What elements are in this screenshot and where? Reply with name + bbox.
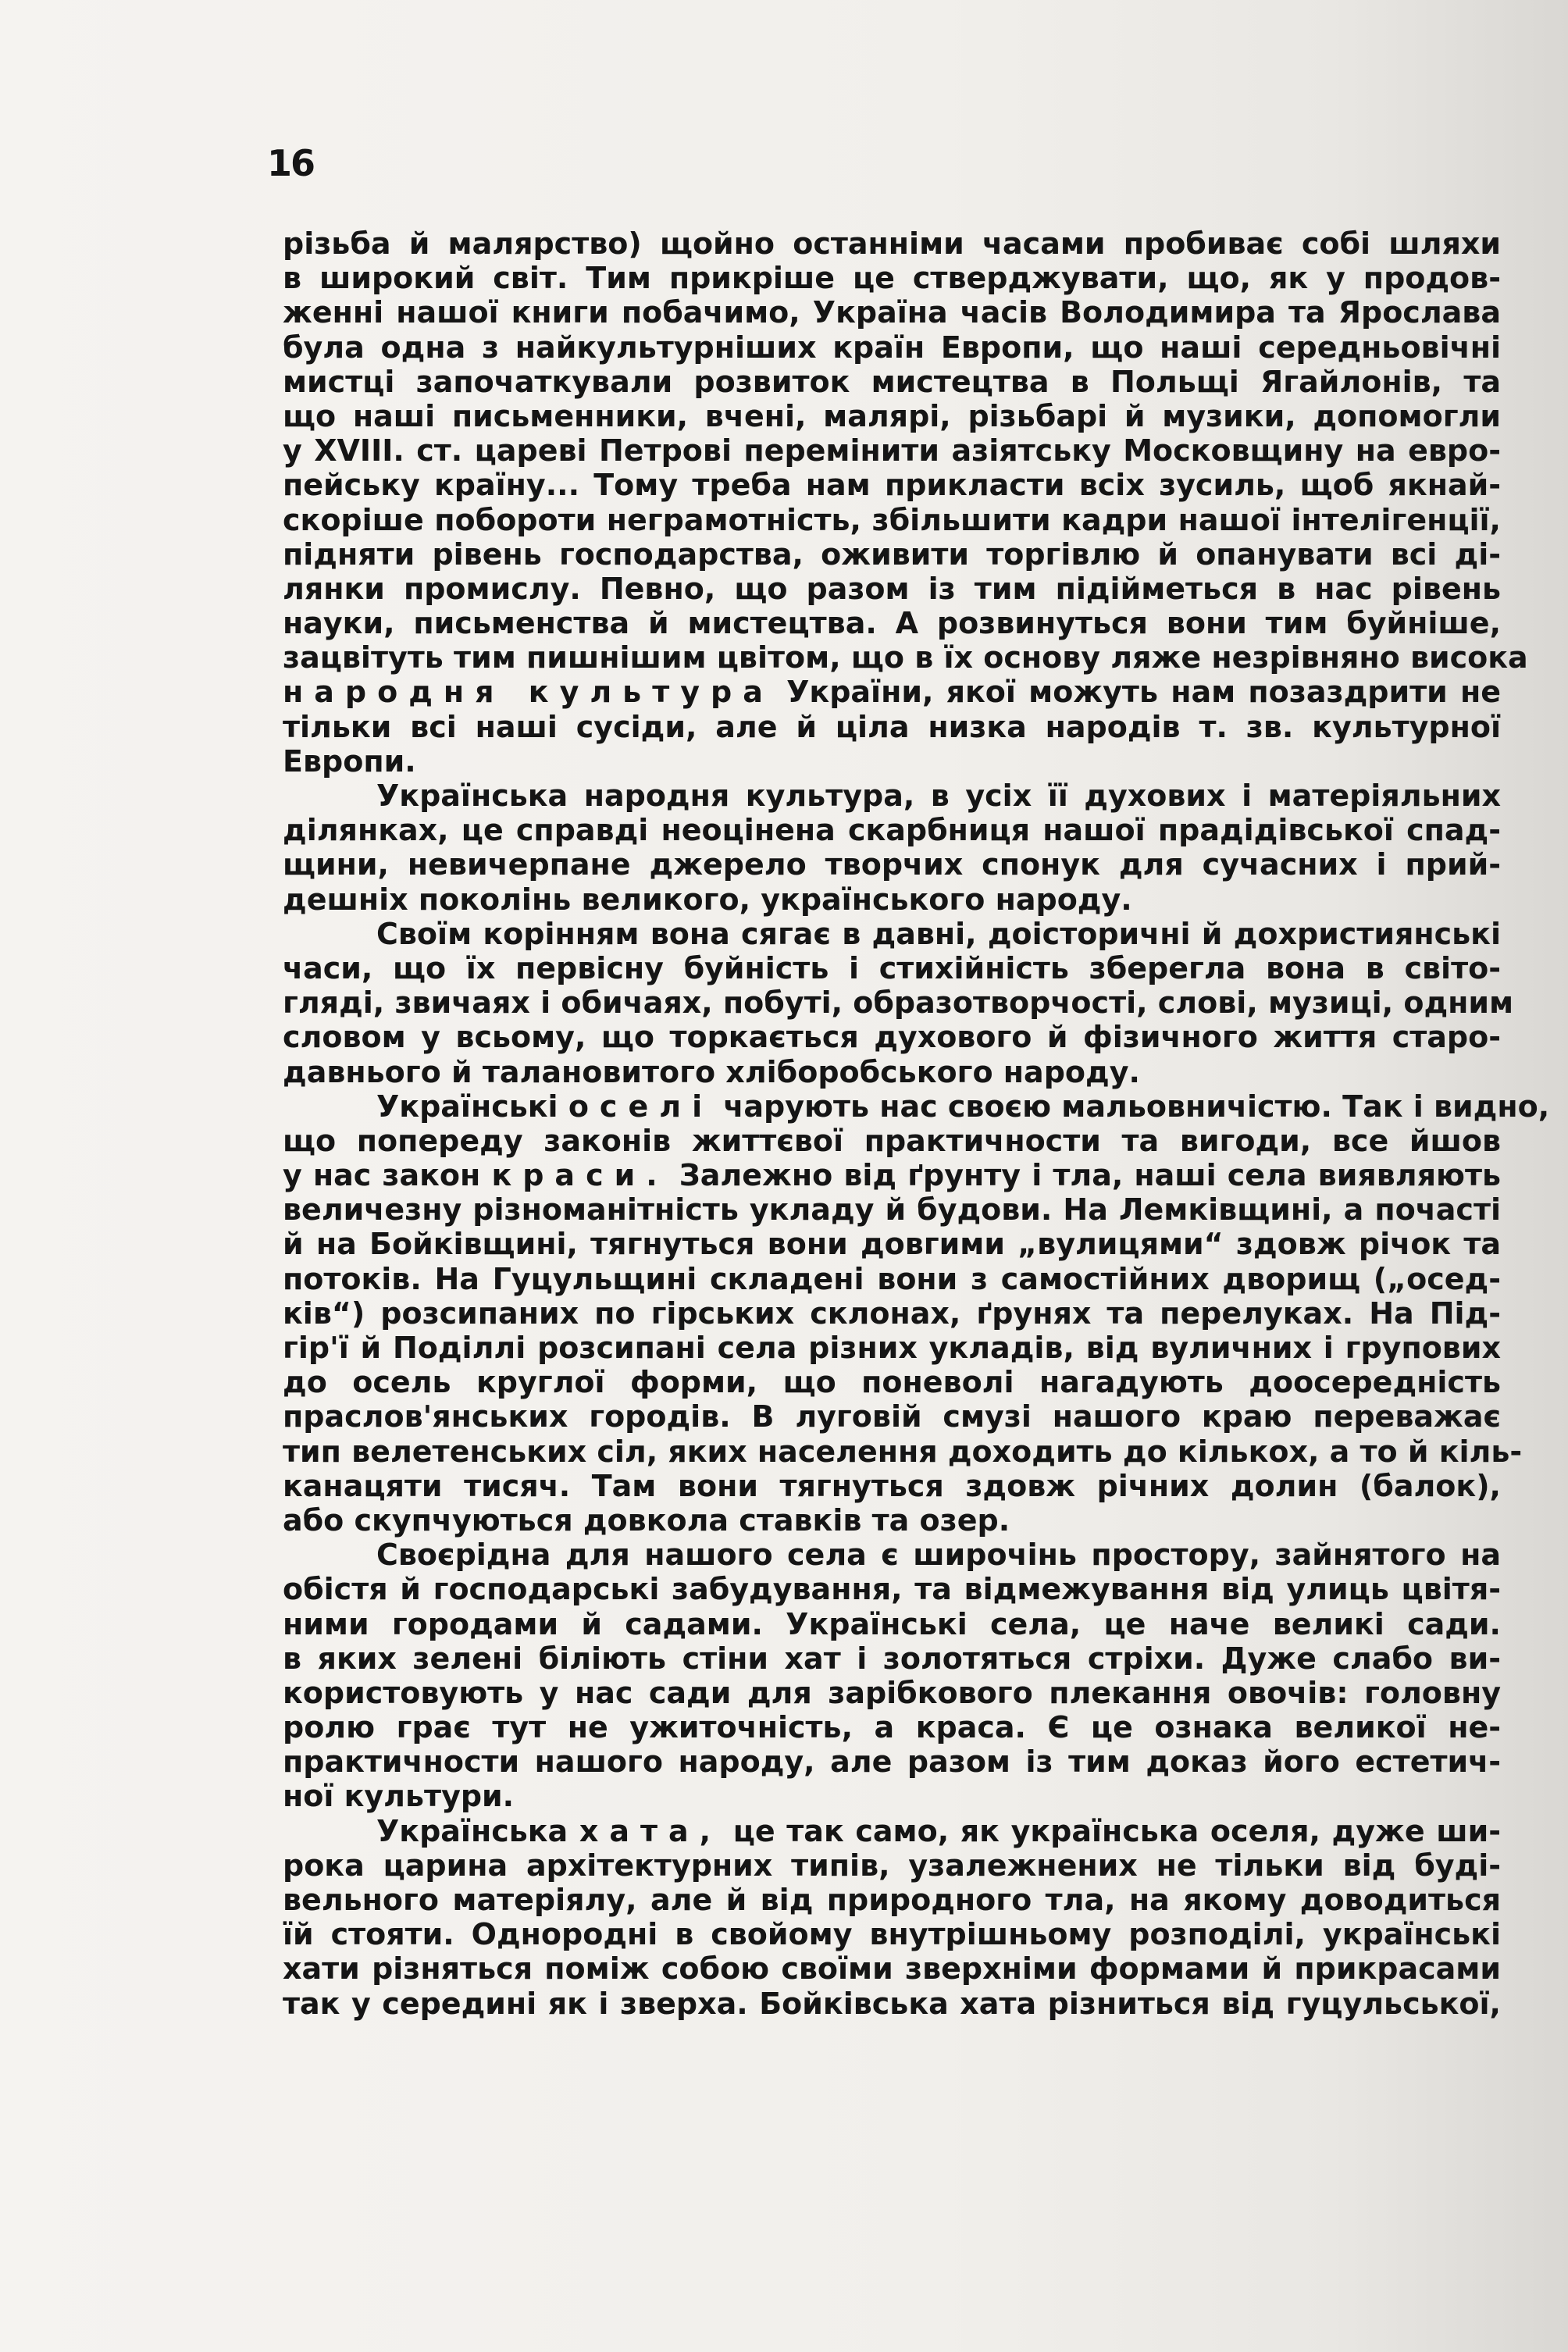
text-segment: що наші письменники, вчені, малярі, різьбарі й музики, допомогли [283,398,1501,433]
spaced-emphasis: краси. [491,1158,668,1193]
text-segment: щини, невичерпане джерело творчих спонук для сучасних і прий- [283,847,1501,882]
text-segment: ролю грає тут не ужиточність, а краса. Є це ознака великої не- [283,1710,1501,1745]
spaced-emphasis: народня культура [283,675,774,710]
text-segment: тип велетенських сіл, яких населення доходить до кількох, а то й кіль- [283,1434,1523,1469]
text-segment: до осель круглої форми, що поневолі нагадують доосередність [283,1365,1501,1400]
text-line [283,261,1501,295]
text-segment: в яких зелені біліють стіни хат і золотяться стріхи. Дуже слабо ви- [283,1641,1501,1676]
text-line [283,503,1501,537]
text-segment: словом у всьому, що торкається духового й фізичного життя старо- [283,1020,1501,1055]
text-line [283,226,1501,261]
text-line [283,330,1501,365]
text-segment: різьба й малярство) щойно останніми часами пробиває собі шляхи [283,226,1501,261]
text-line [283,1641,1501,1676]
text-segment: мистці започаткували розвиток мистецтва в Польщі Ягайлонів, та [283,364,1501,399]
text-segment: так у середині як і зверха. Бойківська хата різниться від гуцульської, [283,1986,1501,2021]
text-segment: й на Бойківщині, тягнуться вони довгими „вулицями“ здовж річок та [283,1227,1501,1262]
text-segment: Українська народня культура, в усіх її духових і матеріяльних [376,779,1501,813]
text-segment: що попереду законів життєвої практичности та вигоди, все йшов [283,1123,1501,1158]
text-line [283,847,1501,882]
text-line [283,537,1501,572]
text-segment: чарують нас своєю мальовничістю. Так і видно, [723,1089,1550,1124]
text-segment: у XVIII. ст. цареві Петрові перемінити азіятську Московщину на евро- [283,433,1501,469]
text-line [283,1296,1501,1331]
text-line [283,1469,1501,1503]
text-segment: науки, письменства й мистецтва. А розвинуться вони тим буйніше, [283,606,1501,641]
text-line [283,1399,1501,1434]
text-segment: Залежно від ґрунту і тла, наші села виявляють [679,1158,1502,1193]
text-segment: підняти рівень господарства, оживити торгівлю й опанувати всі ді- [283,536,1501,572]
text-line [283,1814,1501,1848]
text-segment: ними городами й садами. Українські села, це наче великі сади. [283,1606,1501,1641]
page-number: 16 [267,142,315,184]
text-line [283,1710,1501,1744]
text-line [283,1538,1501,1572]
text-line [283,1676,1501,1710]
text-segment: Своїм корінням вона сягає в давні, доісторичні й дохристиянські [376,916,1501,951]
text-line [283,1883,1501,1917]
text-line [283,1434,1523,1469]
text-line [283,1572,1501,1606]
text-line [283,1192,1501,1227]
spaced-emphasis: оселі [568,1089,714,1124]
text-segment: канацяти тисяч. Там вони тягнуться здовж річних долин (балок), [283,1468,1501,1503]
text-line [283,951,1501,985]
text-line [283,744,1501,779]
spaced-emphasis: хата, [579,1813,722,1848]
text-segment: у нас закон [283,1158,481,1193]
text-line [283,985,1514,1021]
text-segment: хати різняться поміж собою своїми зверхніми формами й прикрасами [283,1951,1501,1987]
text-segment: гляді, звичаях і обичаях, побуті, образотворчості, слові, музиці, одним [283,985,1514,1021]
text-segment: це так само, як українська оселя, дуже ши- [732,1813,1501,1848]
text-segment: обістя й господарські забудування, та відмежування від улиць цвітя- [283,1572,1501,1607]
text-segment: їй стояти. Однородні в свойому внутрішньому розподілі, українські [283,1917,1501,1952]
text-segment: Українські [376,1089,558,1124]
text-line [283,1158,1501,1192]
text-line [283,1124,1501,1158]
text-line [283,640,1528,675]
text-line [283,295,1501,330]
text-segment: практичности нашого народу, але разом із тим доказ його естетич- [283,1744,1501,1780]
text-line [283,1987,1501,2021]
text-segment: була одна з найкультурніших країн Европи, що наші середньовічні [283,330,1501,365]
text-line [283,1089,1550,1124]
text-segment: Своєрідна для нашого села є широчінь простору, зайнятого на [376,1538,1501,1573]
text-line [283,882,1501,917]
text-line [283,1227,1501,1261]
text-segment: тільки всі наші сусіди, але й ціла низка народів т. зв. культурної [283,709,1501,744]
text-segment: рока царина архітектурних типів, узалежнених не тільки від буді- [283,1848,1501,1883]
text-line [283,779,1501,813]
text-line [283,1848,1501,1883]
text-line [283,813,1501,847]
text-segment: праслов'янських городів. В луговій смузі нашого краю переважає [283,1399,1501,1434]
text-line [283,1917,1501,1951]
text-segment: скоріше побороти неграмотність, збільшити кадри нашої інтелігенції, [283,502,1501,537]
text-line [283,1503,1501,1538]
text-segment: ділянках, це справді неоцінена скарбниця нашої прадідівської спад- [283,813,1501,848]
text-line [283,1744,1501,1779]
text-segment: ної культури. [283,1779,515,1814]
text-line [283,468,1501,502]
text-segment: лянки промислу. Певно, що разом із тим підійметься в нас рівень [283,571,1501,606]
text-segment: Европи. [283,743,416,779]
text-segment: користовують у нас сади для зарібкового плекання овочів: головну [283,1675,1501,1710]
text-line [283,1365,1501,1399]
text-segment: пейську країну... Тому треба нам прикласти всіх зусиль, щоб якнай- [283,468,1501,503]
text-segment: зацвітуть тим пишнішим цвітом, що в їх основу ляже незрівняно висока [283,640,1528,675]
text-line [283,675,1501,709]
body-text [283,226,1550,2021]
text-segment: женні нашої книги побачимо, Україна часів Володимира та Ярослава [283,295,1501,330]
text-segment: гір'ї й Поділлі розсипані села різних укладів, від вуличних і групових [283,1331,1501,1365]
text-segment: потоків. На Гуцульщині складені вони з самостійних дворищ („осед- [283,1261,1501,1296]
text-line [283,1055,1501,1089]
text-segment: вельного матеріялу, але й від природного тла, на якому доводиться [283,1883,1501,1917]
text-segment: або скупчуються довкола ставків та озер. [283,1502,1010,1538]
text-line [283,1951,1501,1986]
text-segment: величезну різноманітність укладу й будови. На Лемківщині, а почасті [283,1192,1501,1228]
text-line [283,1779,1501,1813]
text-segment: дешніх поколінь великого, українського народу. [283,882,1132,917]
text-line [283,710,1501,744]
text-segment: давнього й талановитого хліборобського народу. [283,1054,1140,1089]
text-line [283,399,1501,433]
text-segment: Українська [376,1813,568,1848]
text-segment: часи, що їх первісну буйність і стихійність зберегла вона в світо- [283,950,1501,985]
text-line [283,572,1501,606]
text-line [283,1331,1501,1365]
text-line [283,1262,1501,1296]
text-line [283,917,1501,951]
text-line [283,1607,1501,1641]
text-segment: України, якої можуть нам позаздрити не [786,675,1502,710]
text-line [283,365,1501,399]
text-segment: ків“) розсипаних по гірських склонах, ґрунях та перелуках. На Під- [283,1295,1501,1331]
text-line [283,606,1501,640]
text-line [283,1020,1501,1054]
text-line [283,433,1501,468]
text-segment: в широкий світ. Тим прикріше це стверджувати, що, як у продов- [283,261,1501,296]
